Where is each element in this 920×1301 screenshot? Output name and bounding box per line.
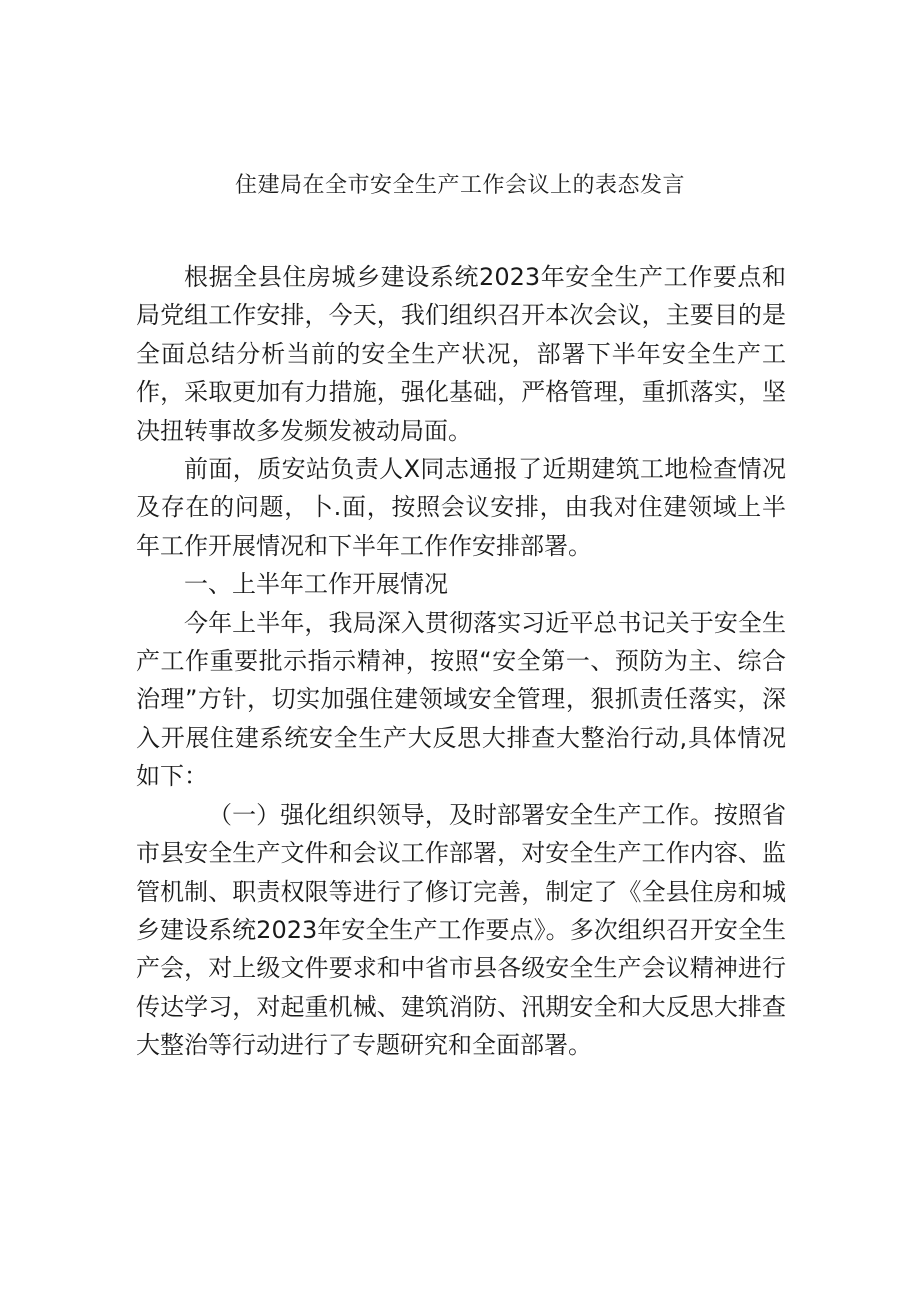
paragraph-overview: 今年上半年，我局深入贯彻落实习近平总书记关于安全生产工作重要批示指示精神，按照“安全第一、预防为主、综合治理”方针，切实加强住建领域安全管理，狠抓责任落实，深入开展住建系统安全生产大反思大排查大整治行动,具体情况如下：	[136, 608, 786, 791]
paragraph-item-one: （一）强化组织领导，及时部署安全生产工作。按照省市县安全生产文件和会议工作部署，对安全生产工作内容、监管机制、职责权限等进行了修订完善，制定了《全县住房和城乡建设系统2023年安全生产工作要点》。多次组织召开安全生产会，对上级文件要求和中省市县各级安全生产会议精神进行传达学习，对起重机械、建筑消防、汛期安全和大反思大排查大整治等行动进行了专题研究和全面部署。	[136, 800, 786, 1060]
paragraph-context: 前面，质安站负责人X同志通报了近期建筑工地检查情况及存在的问题，卜.面，按照会议安排，由我对住建领域上半年工作开展情况和下半年工作作安排部署。	[136, 455, 786, 560]
paragraph-intro: 根据全县住房城乡建设系统2023年安全生产工作要点和局党组工作安排，今天，我们组织召开本次会议，主要目的是全面总结分析当前的安全生产状况，部署下半年安全生产工作，采取更加有力措施，强化基础，严格管理，重抓落实，坚决扭转事故多发频发被动局面。	[136, 263, 786, 445]
section-heading-first-half: 一、上半年工作开展情况	[184, 570, 448, 599]
document-body	[136, 258, 786, 1065]
document-title: 住建局在全市安全生产工作会议上的表态发言	[234, 173, 685, 198]
